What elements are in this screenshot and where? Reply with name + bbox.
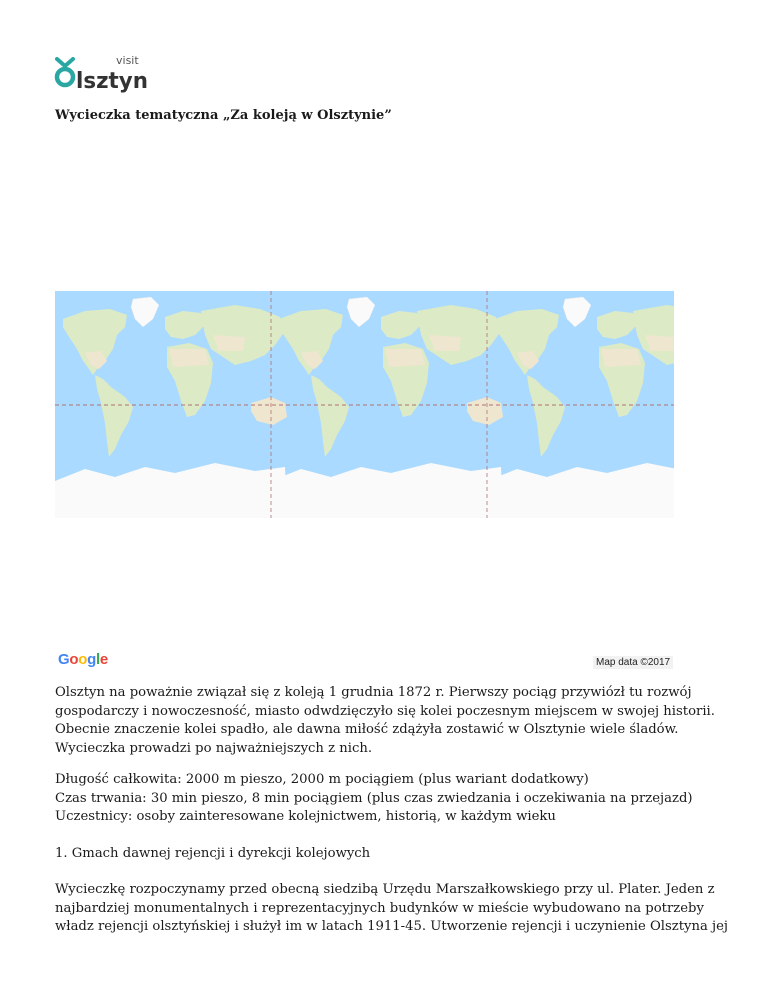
detail-length: Długość całkowita: 2000 m pieszo, 2000 m pociągiem (plus wariant dodatkowy)	[55, 772, 589, 787]
google-letter: l	[96, 651, 100, 668]
text-line: Olsztyn na poważnie związał się z koleją 1 grudnia 1872 r. Pierwszy pociąg przywiózł tu rozwój	[55, 685, 692, 700]
detail-participants: Uczestnicy: osoby zainteresowane kolejnictwem, historią, w każdym wieku	[55, 809, 556, 824]
section-heading: 1. Gmach dawnej rejencji i dyrekcji kolejowych	[55, 846, 371, 861]
map-attribution[interactable]: Map data ©2017	[593, 656, 673, 669]
google-logo[interactable]	[58, 651, 108, 668]
google-letter: o	[78, 651, 88, 668]
google-letter: e	[99, 651, 108, 668]
text-line: gospodarczy i nowoczesność, miasto odwdzięczyło się kolei poczesnym miejscem w swojej historii.	[55, 703, 715, 719]
logo-olsztyn-text: lsztyn	[76, 69, 148, 94]
google-letter: o	[69, 651, 79, 668]
logo-visit-text: visit	[116, 54, 139, 67]
visit-olsztyn-logo[interactable]	[54, 50, 154, 94]
google-letter: G	[58, 651, 70, 668]
text-line: Wycieczka prowadzi po najważniejszych z nich.	[55, 740, 373, 756]
text-line: władz rejencji olsztyńskiej i służył im w latach 1911-45. Utworzenie rejencji i uczynienie Olsztyna jej	[55, 919, 728, 934]
detail-duration: Czas trwania: 30 min pieszo, 8 min pociągiem (plus czas zwiedzania i oczekiwania na przejazd)	[55, 790, 693, 806]
text-line: najbardziej monumentalnych i reprezentacyjnych budynków w mieście wybudowano na potrzeby	[55, 900, 704, 916]
google-letter: g	[87, 651, 96, 668]
page-title: Wycieczka tematyczna „Za koleją w Olsztynie”	[55, 108, 392, 123]
text-line: Wycieczkę rozpoczynamy przed obecną siedzibą Urzędu Marszałkowskiego przy ul. Plater. Jeden z	[55, 882, 715, 897]
world-map[interactable]	[55, 291, 674, 518]
logo-pin-icon	[57, 69, 73, 85]
section-paragraph	[55, 881, 728, 937]
intro-paragraph	[55, 684, 715, 758]
text-line: Obecnie znaczenie kolei spadło, ale dawna miłość zdążyła zostawić w Olsztynie wiele śladów.	[55, 722, 679, 737]
trip-details	[55, 771, 715, 827]
